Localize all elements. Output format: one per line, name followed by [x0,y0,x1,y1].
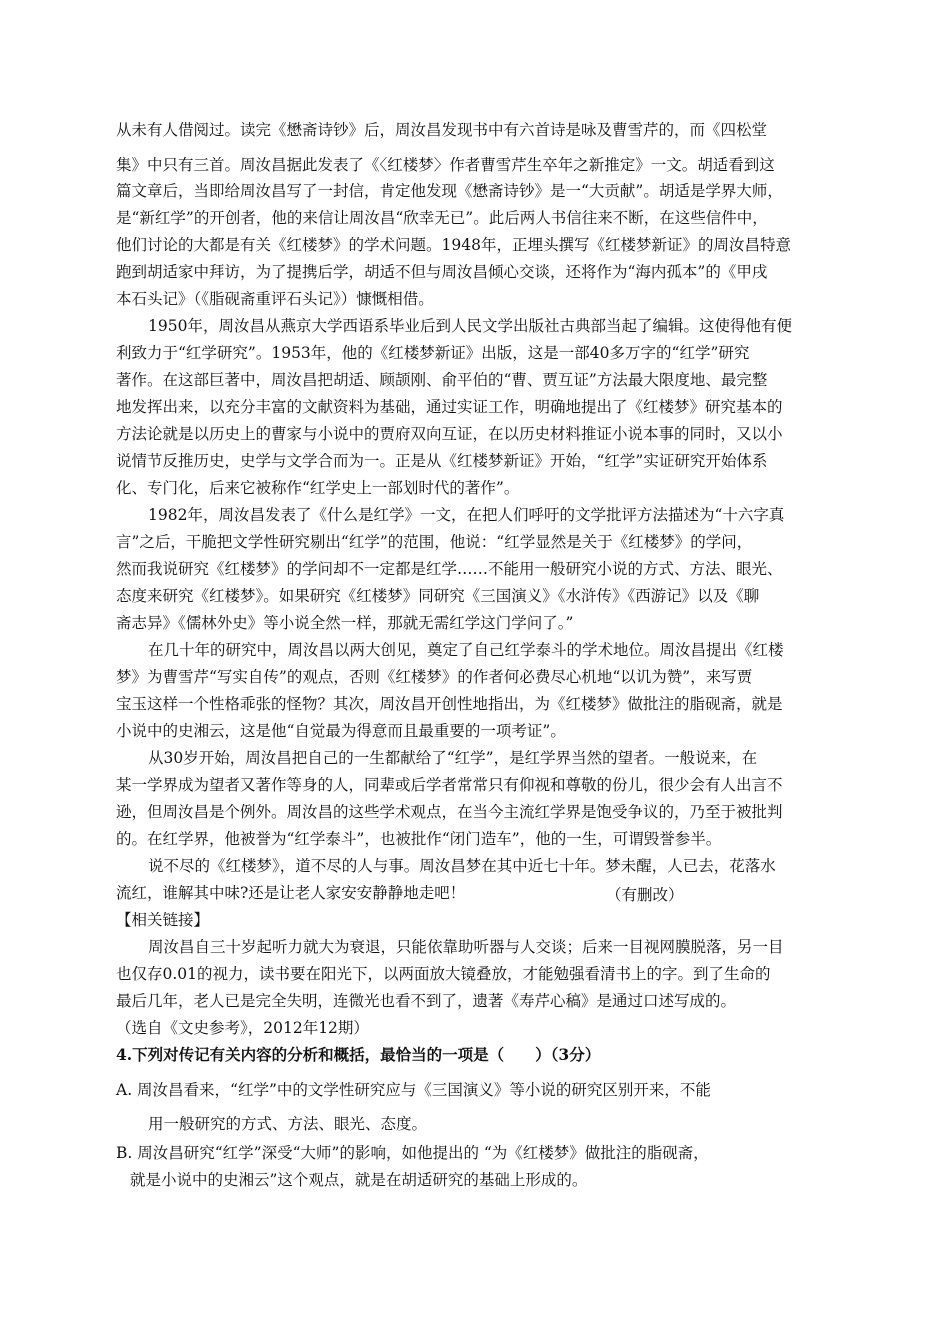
option-b: B. 周汝昌研究“红学”深受“大师”的影响，如他提出的 “为《红楼梦》做批注的脂砚斋， [116,1144,709,1162]
text-line: 利致力于“红学研究”。1953年，他的《红楼梦新证》出版，这是一部40多万字的“红学”研究 [116,344,750,362]
paragraph-start: 在几十年的研究中，周汝昌以两大创见，奠定了自己红学泰斗的学术地位。周汝昌提出《红楼 [148,641,784,659]
text-line: 地发挥出来，以充分丰富的文献资料为基础，通过实证工作，明确地提出了《红楼梦》研究基本的 [116,398,783,416]
text-line: 从未有人借阅过。读完《懋斋诗钞》后，周汝昌发现书中有六首诗是咏及曹雪芹的，而《四松堂 [116,121,768,139]
option-b-cont: 就是小说中的史湘云”这个观点，就是在胡适研究的基础上形成的。 [130,1171,588,1189]
text-line: 说情节反推历史，史学与文学合而为一。正是从《红楼梦新证》开始，“红学”实证研究开始体系 [116,452,768,470]
text-line: 宝玉这样一个性格乖张的怪物？其次，周汝昌开创性地指出，为《红楼梦》做批注的脂砚斋，就是 [116,695,783,713]
text-line: 然而我说研究《红楼梦》的学问却不一定都是红学……不能用一般研究小说的方式、方法、眼光、 [116,560,783,578]
text-line: 流红，谁解其中味?还是让老人家安安静静地走吧！ [116,884,466,902]
text-line: 小说中的史湘云，这是他“自觉最为得意而且最重要的一项考证”。 [116,722,566,740]
text-line: 是“新红学”的开创者，他的来信让周汝昌“欣幸无已”。此后两人书信往来不断，在这些信件中， [116,209,768,227]
text-line: 方法论就是以历史上的曹家与小说中的贾府双向互证，在以历史材料推证小说本事的同时，又以小 [116,425,783,443]
revision-note: （有删改） [606,886,684,904]
paragraph-start: 说不尽的《红楼梦》，道不尽的人与事。周汝昌梦在其中近七十年。梦未醒，人已去，花落水 [148,857,776,875]
text-line: 本石头记》（《脂砚斋重评石头记》）慷慨相借。 [116,290,434,308]
question-stem: 4.下列对传记有关内容的分析和概括，最恰当的一项是（ ）（3分） [116,1045,601,1064]
text-line: 篇文章后，当即给周汝昌写了一封信，肯定他发现《懋斋诗钞》是一“大贡献”。胡适是学界大师， [116,182,783,200]
text-line: 跑到胡适家中拜访，为了提携后学，胡适不但与周汝昌倾心交谈，还将作为“海内孤本”的《甲戌 [116,263,768,281]
text-line: 也仅存0.01的视力，读书要在阳光下，以两面放大镜叠放，才能勉强看清书上的字。到了生命的 [116,965,771,983]
text-line: 集》中只有三首。周汝昌据此发表了《〈红楼梦〉作者曹雪芹生卒年之新推定》一文。胡适看到这 [116,156,775,174]
source-citation: （选自《文史参考》，2012年12期） [116,1019,369,1037]
text-line: 逊，但周汝昌是个例外。周汝昌的这些学术观点，在当今主流红学界是饱受争议的，乃至于被批判 [116,803,783,821]
text-line: 最后几年，老人已是完全失明，连微光也看不到了，遗著《寿芹心稿》是通过口述写成的。 [116,992,737,1010]
paragraph-start: 1982年，周汝昌发表了《什么是红学》一文，在把人们呼吁的文学批评方法描述为“十六字真 [148,506,785,524]
text-line: 斋志异》《儒林外史》等小说全然一样，那就无需红学这门学问了。” [116,614,574,632]
text-line: 梦》为曹雪芹“写实自传”的观点，否则《红楼梦》的作者何必费尽心机地“以讥为赞”，来写贾 [116,668,753,686]
text-line: 化、专门化，后来它被称作“红学史上一部划时代的著作”。 [116,479,520,497]
text-line: 他们讨论的大都是有关《红楼梦》的学术问题。1948年，正埋头撰写《红楼梦新证》的周汝昌特意 [116,236,791,254]
text-line: 态度来研究《红楼梦》。如果研究《红楼梦》同研究《三国演义》《水浒传》《西游记》以及《聊 [116,587,760,605]
section-heading: 【相关链接】 [116,911,210,929]
text-line: 言”之后，干脆把文学性研究剔出“红学”的范围，他说：“红学显然是关于《红楼梦》的学问， [116,533,753,551]
paragraph-start: 周汝昌自三十岁起听力就大为衰退，只能依靠助听器与人交谈；后来一目视网膜脱落，另一目 [148,938,784,956]
option-a: A. 周汝昌看来，“红学”中的文学性研究应与《三国演义》等小说的研究区别开来，不能 [116,1081,711,1099]
text-line: 某一学界成为望者又著作等身的人，同辈或后学者常常只有仰视和尊敬的份儿，很少会有人出言不 [116,776,783,794]
text-line: 的。在红学界，他被誉为“红学泰斗”，也被批作“闭门造车”，他的一生，可谓毁誉参半。 [116,830,722,848]
option-a-cont: 用一般研究的方式、方法、眼光、态度。 [148,1115,428,1133]
paragraph-start: 1950年，周汝昌从燕京大学西语系毕业后到人民文学出版社古典部当起了编辑。这使得他有便 [148,317,792,335]
text-line: 著作。在这部巨著中，周汝昌把胡适、顾颉刚、俞平伯的“曹、贾互证”方法最大限度地、最完整 [116,371,768,389]
paragraph-start: 从30岁开始，周汝昌把自己的一生都献给了“红学”，是红学界当然的望者。一般说来，在 [148,749,758,767]
